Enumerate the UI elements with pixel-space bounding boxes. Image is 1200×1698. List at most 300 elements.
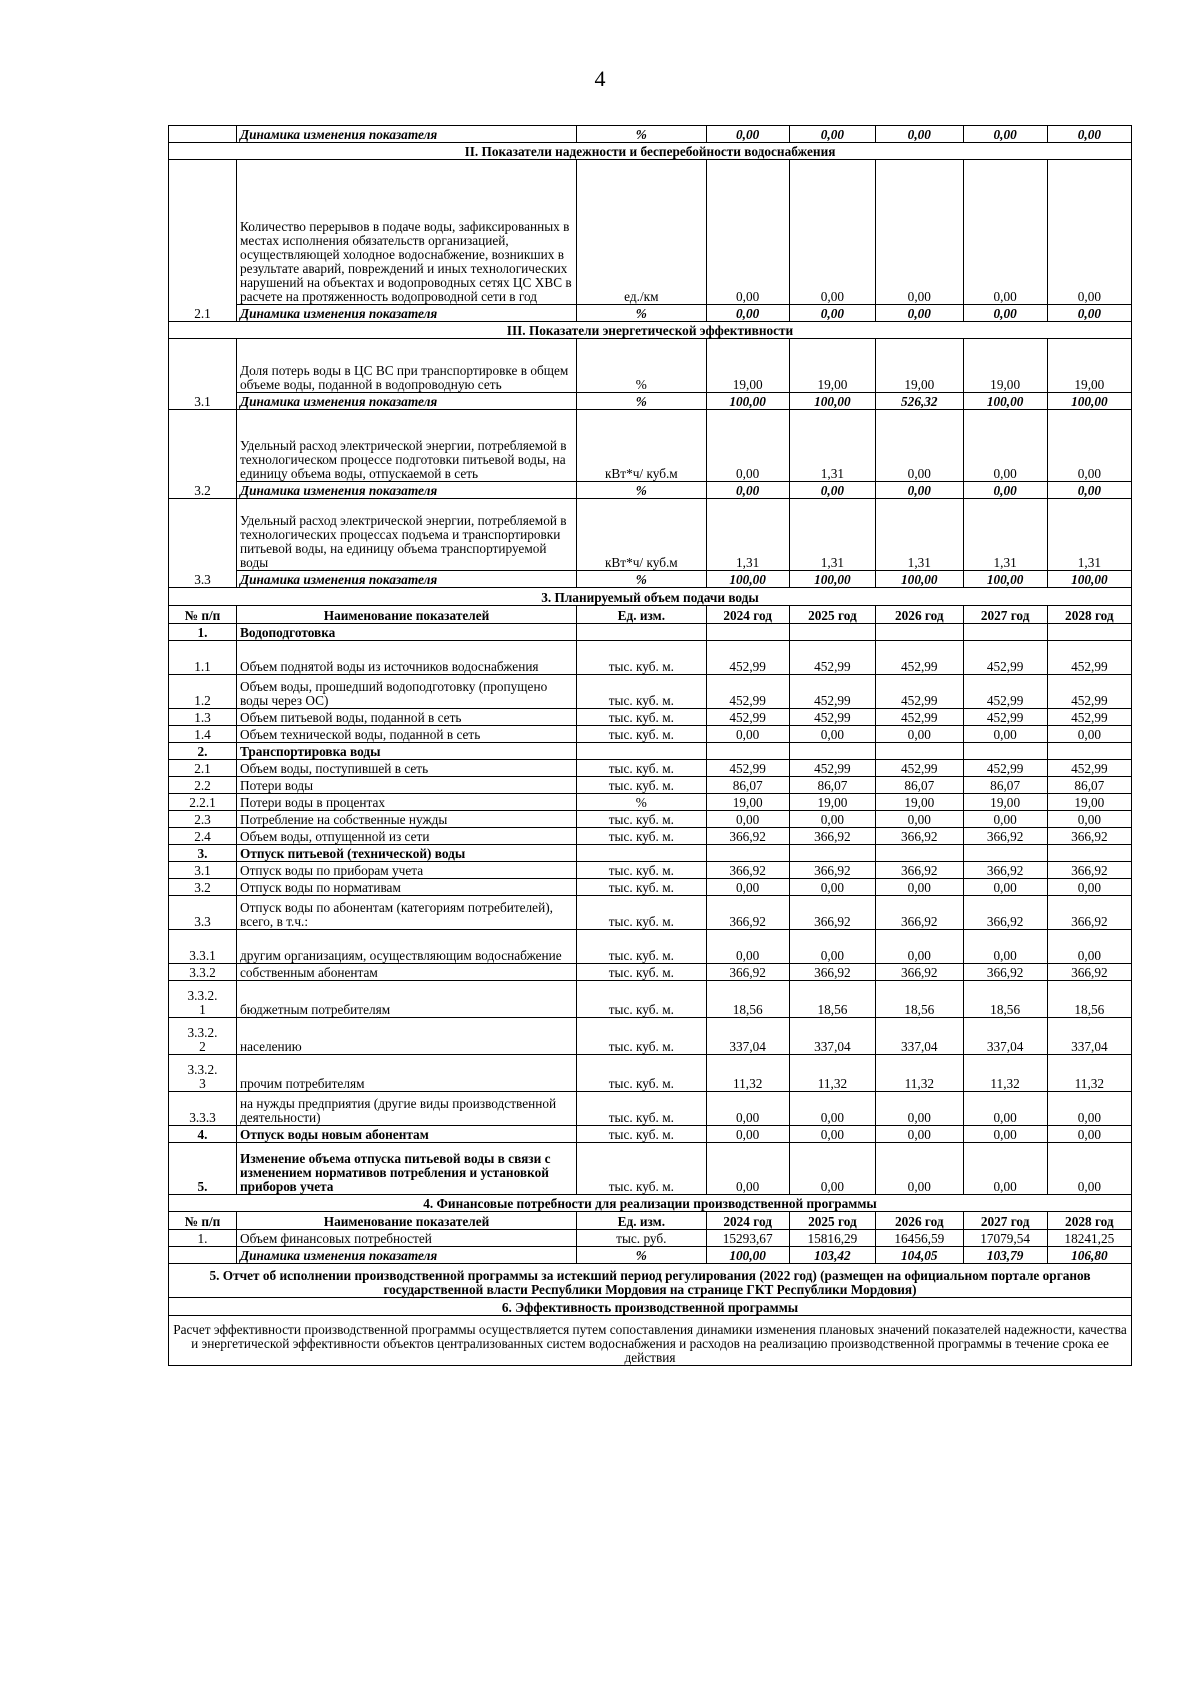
row-number-cell: 2.4 [169, 828, 237, 845]
value-cell: 366,92 [789, 828, 875, 845]
volume-section-title: 3. Планируемый объем подачи воды [169, 588, 1132, 606]
value-cell: 0,00 [1047, 410, 1131, 482]
indicator-name: Объем воды, прошедший водоподготовку (пропущено воды через ОС) [237, 675, 577, 709]
row-number-cell: 2.3 [169, 811, 237, 828]
value-cell: 0,00 [706, 811, 789, 828]
value-cell: 0,00 [706, 305, 789, 322]
value-cell [706, 845, 789, 862]
value-cell: 0,00 [963, 1092, 1047, 1126]
value-cell: 366,92 [706, 896, 789, 930]
value-cell: 452,99 [706, 675, 789, 709]
value-cell: 0,00 [876, 726, 963, 743]
value-cell: 452,99 [876, 641, 963, 675]
value-cell: 366,92 [1047, 862, 1131, 879]
column-header: 2028 год [1047, 606, 1131, 624]
row-number-cell: 2.2.1 [169, 794, 237, 811]
value-cell: 0,00 [706, 1143, 789, 1195]
volume-row [169, 879, 1132, 896]
row-number-cell: 3.1 [169, 339, 237, 410]
value-cell: 100,00 [963, 571, 1047, 588]
value-cell: 86,07 [876, 777, 963, 794]
row-number-cell: 1.1 [169, 641, 237, 675]
volume-row [169, 709, 1132, 726]
value-cell: 0,00 [876, 930, 963, 964]
section3 [169, 322, 1132, 339]
indicator-name: Объем воды, отпущенной из сети [237, 828, 577, 845]
volume-row [169, 896, 1132, 930]
value-cell: 452,99 [1047, 709, 1131, 726]
value-cell [1047, 743, 1131, 760]
value-cell: 366,92 [789, 964, 875, 981]
value-cell: 1,31 [963, 499, 1047, 571]
group-row [169, 845, 1132, 862]
value-cell: 86,07 [706, 777, 789, 794]
value-cell: 0,00 [789, 811, 875, 828]
value-cell: 0,00 [876, 482, 963, 499]
indicator-name: Объем воды, поступившей в сеть [237, 760, 577, 777]
column-header: Ед. изм. [577, 606, 707, 624]
column-header: 2027 год [963, 1212, 1047, 1230]
value-cell: 86,07 [789, 777, 875, 794]
value-cell: 0,00 [963, 1126, 1047, 1143]
value-cell: 0,00 [1047, 1143, 1131, 1195]
column-header: Наименование показателей [237, 1212, 577, 1230]
value-cell: 452,99 [789, 760, 875, 777]
unit-cell: % [577, 482, 707, 499]
dynamics-row [169, 305, 1132, 322]
indicator-name: Удельный расход электрической энергии, потребляемой в технологическом процессе подготовки питьевой воды, на единицу объема воды, отпускаемой в сеть [237, 410, 577, 482]
column-header: 2025 год [789, 1212, 875, 1230]
value-cell: 19,00 [789, 794, 875, 811]
indicator-name: Объем поднятой воды из источников водоснабжения [237, 641, 577, 675]
page-number: 4 [594, 66, 606, 91]
value-cell: 11,32 [1047, 1055, 1131, 1092]
value-cell: 452,99 [963, 760, 1047, 777]
value-cell: 0,00 [706, 1126, 789, 1143]
row-number-cell: 3.3.2 [169, 964, 237, 981]
value-cell: 0,00 [1047, 930, 1131, 964]
unit-cell: тыс. куб. м. [577, 1126, 707, 1143]
unit-cell [577, 845, 707, 862]
volume-row [169, 811, 1132, 828]
value-cell: 452,99 [963, 675, 1047, 709]
volume-row [169, 641, 1132, 675]
value-cell: 103,42 [789, 1247, 875, 1264]
dynamics-row [169, 393, 1132, 410]
unit-cell: тыс. руб. [577, 1230, 707, 1247]
value-cell [963, 743, 1047, 760]
indicator-name: Доля потерь воды в ЦС ВС при транспортировке в общем объеме воды, поданной в водопроводную сеть [237, 339, 577, 393]
value-cell: 0,00 [706, 726, 789, 743]
value-cell: 0,00 [1047, 1126, 1131, 1143]
indicator-row [169, 499, 1132, 571]
volume-row [169, 930, 1132, 964]
value-cell: 0,00 [789, 879, 875, 896]
value-cell: 452,99 [1047, 760, 1131, 777]
value-cell: 0,00 [963, 726, 1047, 743]
value-cell: 1,31 [789, 410, 875, 482]
value-cell: 18241,25 [1047, 1230, 1131, 1247]
indicator-name: Отпуск воды новым абонентам [237, 1126, 577, 1143]
indicator-name: Отпуск воды по нормативам [237, 879, 577, 896]
value-cell: 452,99 [706, 760, 789, 777]
column-header: 2024 год [706, 606, 789, 624]
unit-cell: кВт*ч/ куб.м [577, 499, 707, 571]
unit-cell: тыс. куб. м. [577, 1018, 707, 1055]
value-cell [876, 845, 963, 862]
value-cell: 0,00 [963, 811, 1047, 828]
row-number-cell: 1.2 [169, 675, 237, 709]
unit-cell: тыс. куб. м. [577, 828, 707, 845]
value-cell: 0,00 [876, 160, 963, 305]
value-cell: 452,99 [789, 709, 875, 726]
unit-cell: % [577, 126, 707, 143]
finance-section-title: 4. Финансовые потребности для реализации производственной программы [169, 1195, 1132, 1212]
value-cell: 0,00 [1047, 160, 1131, 305]
volume-row [169, 862, 1132, 879]
value-cell: 337,04 [789, 1018, 875, 1055]
unit-cell: тыс. куб. м. [577, 964, 707, 981]
volume-row [169, 726, 1132, 743]
value-cell: 0,00 [963, 410, 1047, 482]
row-number-cell: 1.4 [169, 726, 237, 743]
value-cell: 452,99 [1047, 675, 1131, 709]
column-header: Ед. изм. [577, 1212, 707, 1230]
section2-title: II. Показатели надежности и бесперебойности водоснабжения [169, 143, 1132, 160]
dynamics-row [169, 126, 1132, 143]
value-cell: 100,00 [876, 571, 963, 588]
group-row [169, 743, 1132, 760]
unit-cell: кВт*ч/ куб.м [577, 410, 707, 482]
indicator-name: Транспортировка воды [237, 743, 577, 760]
value-cell: 18,56 [876, 981, 963, 1018]
value-cell: 337,04 [876, 1018, 963, 1055]
value-cell: 19,00 [706, 339, 789, 393]
value-cell: 100,00 [789, 393, 875, 410]
value-cell: 337,04 [963, 1018, 1047, 1055]
volume-row [169, 981, 1132, 1018]
value-cell: 452,99 [876, 709, 963, 726]
value-cell: 0,00 [789, 305, 875, 322]
value-cell: 19,00 [706, 794, 789, 811]
value-cell: 1,31 [1047, 499, 1131, 571]
column-header: 2027 год [963, 606, 1047, 624]
value-cell: 11,32 [876, 1055, 963, 1092]
row-number-cell: 2.2 [169, 777, 237, 794]
row-number-cell: 3.3 [169, 499, 237, 588]
value-cell: 0,00 [963, 160, 1047, 305]
value-cell: 0,00 [706, 482, 789, 499]
unit-cell [577, 743, 707, 760]
value-cell: 0,00 [876, 1143, 963, 1195]
value-cell: 0,00 [963, 305, 1047, 322]
group-row [169, 624, 1132, 641]
value-cell: 366,92 [706, 964, 789, 981]
value-cell: 0,00 [789, 1143, 875, 1195]
unit-cell: тыс. куб. м. [577, 879, 707, 896]
value-cell: 1,31 [789, 499, 875, 571]
volume-row [169, 1092, 1132, 1126]
value-cell: 0,00 [789, 482, 875, 499]
value-cell: 0,00 [789, 126, 875, 143]
value-cell [1047, 624, 1131, 641]
value-cell: 0,00 [963, 1143, 1047, 1195]
value-cell: 526,32 [876, 393, 963, 410]
value-cell: 11,32 [706, 1055, 789, 1092]
column-header: 2025 год [789, 606, 875, 624]
row-number-cell: 3.2 [169, 879, 237, 896]
value-cell: 100,00 [963, 393, 1047, 410]
value-cell: 0,00 [789, 1126, 875, 1143]
value-cell: 366,92 [706, 862, 789, 879]
row-number-cell: 2.1 [169, 160, 237, 322]
section3-title: III. Показатели энергетической эффективности [169, 322, 1132, 339]
row-number-cell: 4. [169, 1126, 237, 1143]
value-cell: 19,00 [876, 794, 963, 811]
row-number-cell: 3.3.2. 1 [169, 981, 237, 1018]
row-number-cell: 1. [169, 1230, 237, 1247]
value-cell: 18,56 [1047, 981, 1131, 1018]
indicator-row [169, 339, 1132, 393]
value-cell: 100,00 [789, 571, 875, 588]
row-number-cell: 3.3 [169, 896, 237, 930]
value-cell: 366,92 [1047, 828, 1131, 845]
value-cell: 0,00 [963, 879, 1047, 896]
unit-cell: тыс. куб. м. [577, 811, 707, 828]
value-cell: 366,92 [963, 964, 1047, 981]
indicator-name: Объем технической воды, поданной в сеть [237, 726, 577, 743]
value-cell: 452,99 [963, 709, 1047, 726]
value-cell [789, 743, 875, 760]
value-cell: 0,00 [789, 726, 875, 743]
indicator-name: Отпуск воды по приборам учета [237, 862, 577, 879]
row-number-cell: 3.1 [169, 862, 237, 879]
value-cell: 16456,59 [876, 1230, 963, 1247]
value-cell: 86,07 [1047, 777, 1131, 794]
value-cell: 0,00 [1047, 726, 1131, 743]
value-cell: 366,92 [706, 828, 789, 845]
value-cell: 0,00 [1047, 879, 1131, 896]
unit-cell: % [577, 393, 707, 410]
indicator-name: Объем финансовых потребностей [237, 1230, 577, 1247]
unit-cell: тыс. куб. м. [577, 726, 707, 743]
row-number-cell: 2. [169, 743, 237, 760]
volume-row [169, 964, 1132, 981]
indicator-name: Удельный расход электрической энергии, потребляемой в технологических процессах подъема и транспортировки питьевой воды, на единицу объема транспортируемой воды [237, 499, 577, 571]
indicator-name: другим организациям, осуществляющим водоснабжение [237, 930, 577, 964]
value-cell: 0,00 [706, 160, 789, 305]
value-cell: 0,00 [1047, 305, 1131, 322]
row-number-cell: 3.2 [169, 410, 237, 499]
indicator-name: Отпуск питьевой (технической) воды [237, 845, 577, 862]
value-cell: 18,56 [706, 981, 789, 1018]
value-cell: 0,00 [963, 126, 1047, 143]
unit-cell: % [577, 794, 707, 811]
volume-row [169, 760, 1132, 777]
unit-cell: тыс. куб. м. [577, 760, 707, 777]
row-number-cell [169, 1247, 237, 1264]
dynamics-row [169, 571, 1132, 588]
unit-cell: % [577, 305, 707, 322]
indicator-name: на нужды предприятия (другие виды производственной деятельности) [237, 1092, 577, 1126]
value-cell: 452,99 [789, 675, 875, 709]
unit-cell: тыс. куб. м. [577, 1092, 707, 1126]
value-cell: 15293,67 [706, 1230, 789, 1247]
value-cell: 19,00 [1047, 339, 1131, 393]
value-cell: 18,56 [963, 981, 1047, 1018]
value-cell: 366,92 [789, 862, 875, 879]
volume-row [169, 1018, 1132, 1055]
value-cell: 452,99 [706, 641, 789, 675]
finance-section [169, 1195, 1132, 1212]
value-cell: 0,00 [876, 879, 963, 896]
value-cell: 366,92 [963, 862, 1047, 879]
value-cell: 452,99 [789, 641, 875, 675]
unit-cell: тыс. куб. м. [577, 862, 707, 879]
volume-row [169, 1143, 1132, 1195]
value-cell [1047, 845, 1131, 862]
efficiency-text [169, 1316, 1132, 1366]
dynamics-label: Динамика изменения показателя [237, 482, 577, 499]
report-section [169, 1264, 1132, 1298]
value-cell: 366,92 [1047, 964, 1131, 981]
value-cell: 19,00 [963, 794, 1047, 811]
indicator-name: прочим потребителям [237, 1055, 577, 1092]
finance-row [169, 1230, 1132, 1247]
value-cell: 0,00 [706, 126, 789, 143]
volume-row [169, 1126, 1132, 1143]
value-cell: 366,92 [789, 896, 875, 930]
unit-cell: тыс. куб. м. [577, 1143, 707, 1195]
value-cell: 0,00 [789, 1092, 875, 1126]
value-cell: 100,00 [706, 571, 789, 588]
value-cell: 0,00 [1047, 1092, 1131, 1126]
value-cell [876, 624, 963, 641]
value-cell: 18,56 [789, 981, 875, 1018]
value-cell: 106,80 [1047, 1247, 1131, 1264]
value-cell: 366,92 [963, 828, 1047, 845]
unit-cell [577, 624, 707, 641]
value-cell: 0,00 [876, 126, 963, 143]
value-cell: 0,00 [876, 305, 963, 322]
column-header: 2026 год [876, 606, 963, 624]
value-cell: 0,00 [1047, 482, 1131, 499]
volume-row [169, 1055, 1132, 1092]
header-row [169, 1212, 1132, 1230]
section2 [169, 143, 1132, 160]
row-number-cell: 3.3.1 [169, 930, 237, 964]
unit-cell: % [577, 1247, 707, 1264]
value-cell: 0,00 [963, 482, 1047, 499]
value-cell: 103,79 [963, 1247, 1047, 1264]
value-cell: 366,92 [876, 964, 963, 981]
value-cell: 104,05 [876, 1247, 963, 1264]
dynamics-label: Динамика изменения показателя [237, 571, 577, 588]
value-cell: 0,00 [876, 811, 963, 828]
header-row [169, 606, 1132, 624]
indicator-name: Потребление на собственные нужды [237, 811, 577, 828]
value-cell: 17079,54 [963, 1230, 1047, 1247]
indicator-row [169, 160, 1132, 305]
indicator-name: Отпуск воды по абонентам (категориям потребителей), всего, в т.ч.: [237, 896, 577, 930]
value-cell: 19,00 [963, 339, 1047, 393]
value-cell: 1,31 [876, 499, 963, 571]
column-header: 2024 год [706, 1212, 789, 1230]
indicator-name: Изменение объема отпуска питьевой воды в связи с изменением нормативов потребления и установкой приборов учета [237, 1143, 577, 1195]
value-cell [789, 624, 875, 641]
indicator-row [169, 410, 1132, 482]
indicator-name: Объем питьевой воды, поданной в сеть [237, 709, 577, 726]
value-cell [963, 845, 1047, 862]
value-cell [876, 743, 963, 760]
indicator-name: Водоподготовка [237, 624, 577, 641]
column-header: 2026 год [876, 1212, 963, 1230]
value-cell: 11,32 [789, 1055, 875, 1092]
row-number-cell: 3.3.2. 2 [169, 1018, 237, 1055]
value-cell: 337,04 [706, 1018, 789, 1055]
dynamics-label: Динамика изменения показателя [237, 305, 577, 322]
value-cell: 0,00 [706, 1092, 789, 1126]
row-number-cell: 3.3.3 [169, 1092, 237, 1126]
row-number-cell [169, 126, 237, 143]
unit-cell: тыс. куб. м. [577, 709, 707, 726]
indicator-name: бюджетным потребителям [237, 981, 577, 1018]
unit-cell: тыс. куб. м. [577, 930, 707, 964]
value-cell: 366,92 [876, 828, 963, 845]
value-cell [789, 845, 875, 862]
unit-cell: тыс. куб. м. [577, 1055, 707, 1092]
column-header: № п/п [169, 1212, 237, 1230]
indicator-name: Потери воды [237, 777, 577, 794]
value-cell: 19,00 [876, 339, 963, 393]
value-cell: 452,99 [876, 760, 963, 777]
unit-cell: тыс. куб. м. [577, 777, 707, 794]
value-cell [963, 624, 1047, 641]
value-cell: 0,00 [1047, 811, 1131, 828]
column-header: Наименование показателей [237, 606, 577, 624]
value-cell: 100,00 [1047, 571, 1131, 588]
indicator-name: Количество перерывов в подаче воды, зафиксированных в местах исполнения обязательств организацией, осуществляющей холодное водоснабжение, возникших в результате аварий, повреждений и иных технологических нарушений на объектах и водопроводных сетях ЦС ХВС в расчете на протяженность водопроводной сети в год [237, 160, 577, 305]
unit-cell: тыс. куб. м. [577, 981, 707, 1018]
value-cell: 366,92 [876, 896, 963, 930]
volume-row [169, 828, 1132, 845]
dynamics-label: Динамика изменения показателя [237, 126, 577, 143]
value-cell: 452,99 [706, 709, 789, 726]
value-cell: 0,00 [706, 879, 789, 896]
value-cell: 0,00 [876, 1126, 963, 1143]
row-number-cell: 5. [169, 1143, 237, 1195]
value-cell: 0,00 [876, 1092, 963, 1126]
dynamics-label: Динамика изменения показателя [237, 1247, 577, 1264]
volume-row [169, 794, 1132, 811]
row-number-cell: 2.1 [169, 760, 237, 777]
efficiency-section [169, 1298, 1132, 1316]
value-cell: 366,92 [963, 896, 1047, 930]
unit-cell: тыс. куб. м. [577, 896, 707, 930]
volume-section [169, 588, 1132, 606]
value-cell: 0,00 [1047, 126, 1131, 143]
value-cell: 1,31 [706, 499, 789, 571]
value-cell: 0,00 [706, 930, 789, 964]
row-number-cell: 3. [169, 845, 237, 862]
dynamics-label: Динамика изменения показателя [237, 393, 577, 410]
report-section-title: 5. Отчет об исполнении производственной программы за истекший период регулирования (2022 год) (размещен на официальном портале органов государственной власти Республики Мордовия на странице ГКТ Республики Мордовия) [169, 1264, 1132, 1298]
value-cell: 452,99 [1047, 641, 1131, 675]
table-body [169, 126, 1132, 1366]
efficiency-text-title: Расчет эффективности производственной программы осуществляется путем сопоставления динамики изменения плановых значений показателей надежности, качества и энергетической эффективности объектов централизованных систем водоснабжения и расходов на реализацию производственной программы в течение срока ее действия [169, 1316, 1132, 1366]
value-cell: 366,92 [876, 862, 963, 879]
value-cell: 452,99 [876, 675, 963, 709]
